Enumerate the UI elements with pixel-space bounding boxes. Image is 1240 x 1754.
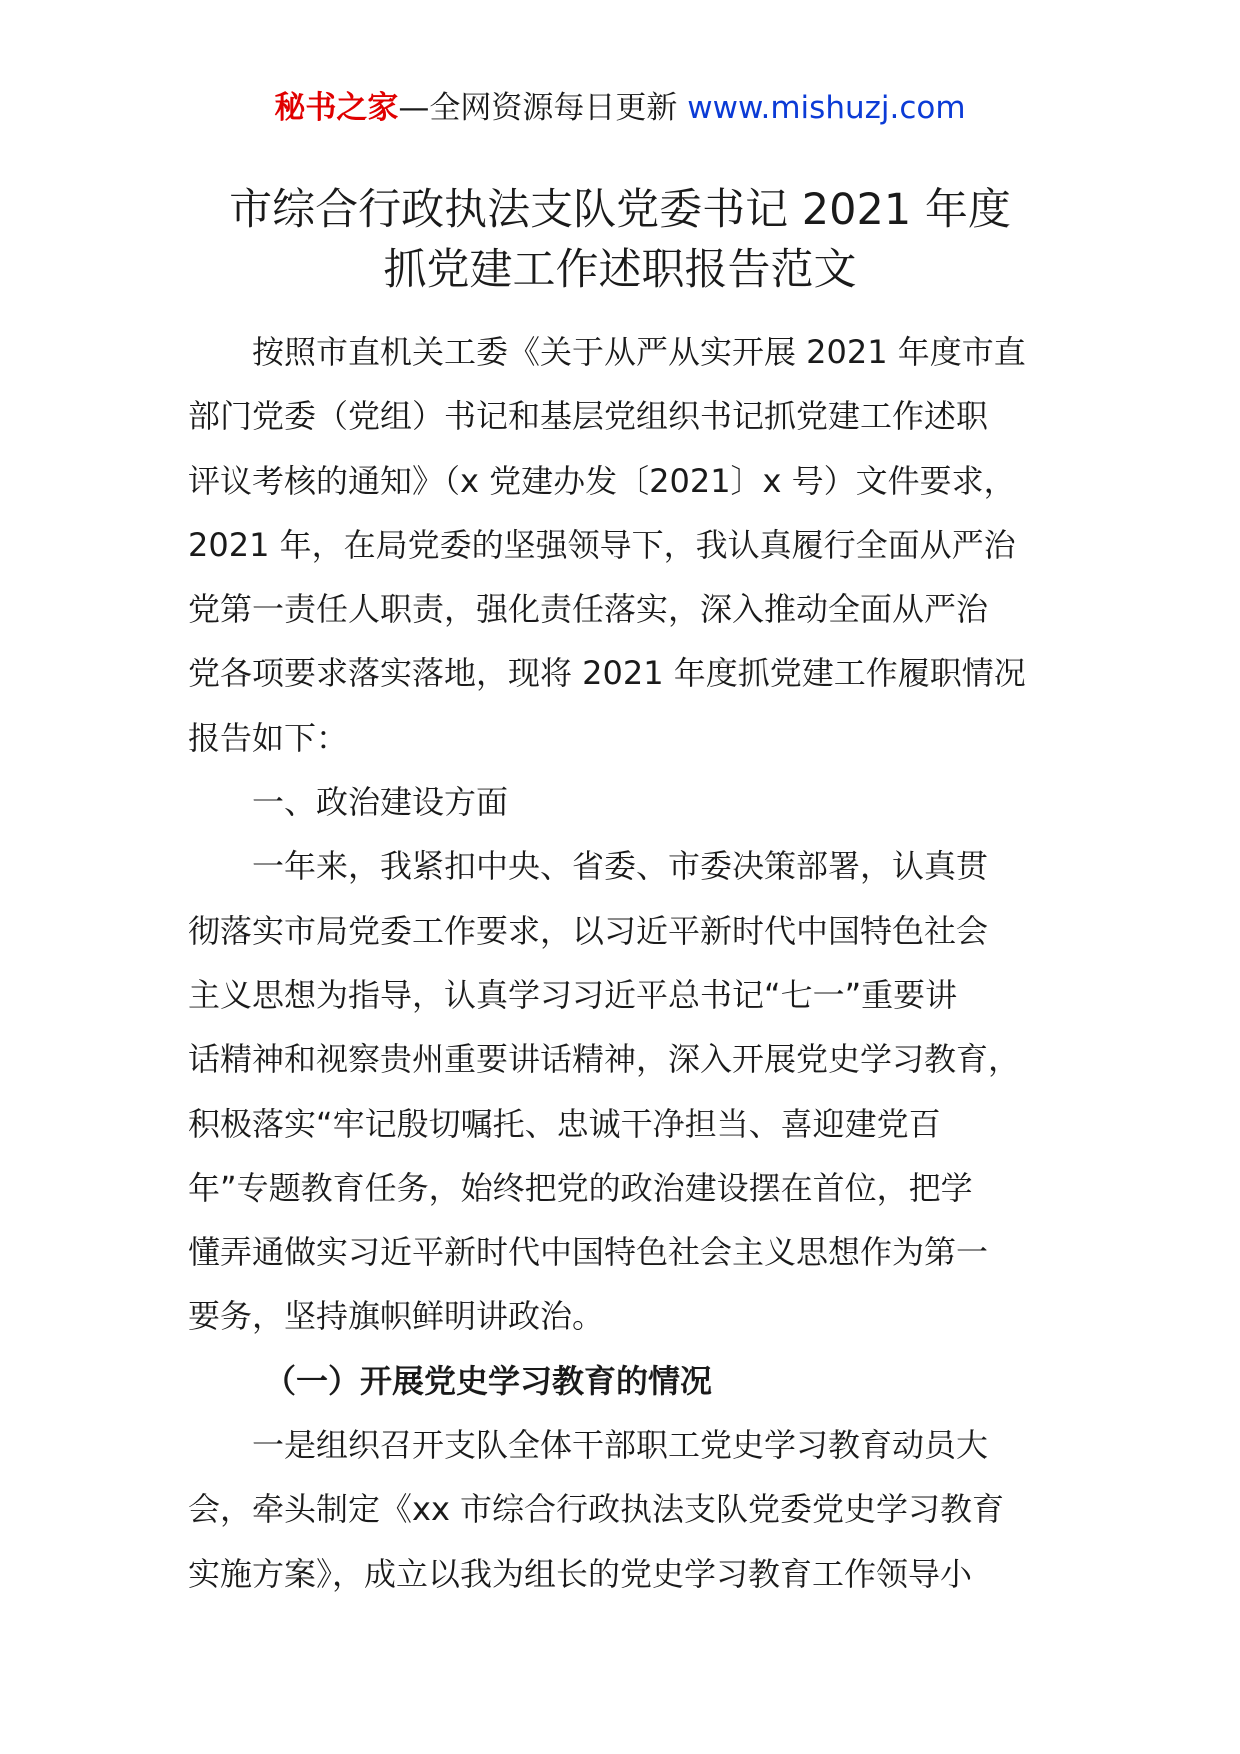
paragraph-line: 会，牵头制定《xx 市综合行政执法支队党委党史学习教育 (188, 1490, 1005, 1529)
paragraph-line: 一是组织召开支队全体干部职工党史学习教育动员大 (252, 1426, 989, 1465)
website-link[interactable]: www.mishuzj.com (687, 90, 966, 126)
document-title (0, 180, 1240, 300)
document-body (188, 320, 1068, 1606)
paragraph-line: 要务，坚持旗帜鲜明讲政治。 (188, 1297, 605, 1336)
paragraph-line: 党各项要求落实落地，现将 2021 年度抓党建工作履职情况 (188, 654, 1026, 693)
paragraph-line: 部门党委（党组）书记和基层党组织书记抓党建工作述职 (188, 397, 989, 436)
title-line-1: 市综合行政执法支队党委书记 2021 年度 (229, 185, 1011, 235)
paragraph-line: 一年来，我紧扣中央、省委、市委决策部署，认真贯 (252, 847, 989, 886)
paragraph-line: 积极落实“牢记殷切嘱托、忠诚干净担当、喜迎建党百 (188, 1104, 941, 1143)
paragraph-line: 主义思想为指导，认真学习习近平总书记“七一”重要讲 (188, 975, 958, 1014)
title-line-2: 抓党建工作述职报告范文 (383, 245, 857, 295)
paragraph-line: 年”专题教育任务，始终把党的政治建设摆在首位，把学 (188, 1168, 973, 1207)
header-slogan: —全网资源每日更新 (398, 90, 688, 126)
paragraph-line: 懂弄通做实习近平新时代中国特色社会主义思想作为第一 (188, 1233, 989, 1272)
paragraph-line: 彻落实市局党委工作要求，以习近平新时代中国特色社会 (188, 911, 989, 950)
header-banner (0, 88, 1240, 128)
paragraph-line: 2021 年，在局党委的坚强领导下，我认真履行全面从严治 (188, 525, 1016, 564)
paragraph-line: 报告如下： (188, 718, 349, 757)
paragraph-line: 实施方案》，成立以我为组长的党史学习教育工作领导小 (188, 1554, 973, 1593)
paragraph-line: 按照市直机关工委《关于从严从实开展 2021 年度市直 (252, 333, 1026, 371)
paragraph-line: 话精神和视察贵州重要讲话精神，深入开展党史学习教育， (188, 1040, 1021, 1079)
brand-name: 秘书之家 (274, 90, 399, 126)
paragraph-line: 评议考核的通知》（x 党建办发〔2021〕x 号）文件要求， (188, 461, 1016, 500)
paragraph-line: 党第一责任人职责，强化责任落实，深入推动全面从严治 (188, 590, 989, 629)
subsection-heading: （一）开展党史学习教育的情况 (264, 1361, 713, 1400)
section-heading: 一、政治建设方面 (252, 783, 509, 822)
